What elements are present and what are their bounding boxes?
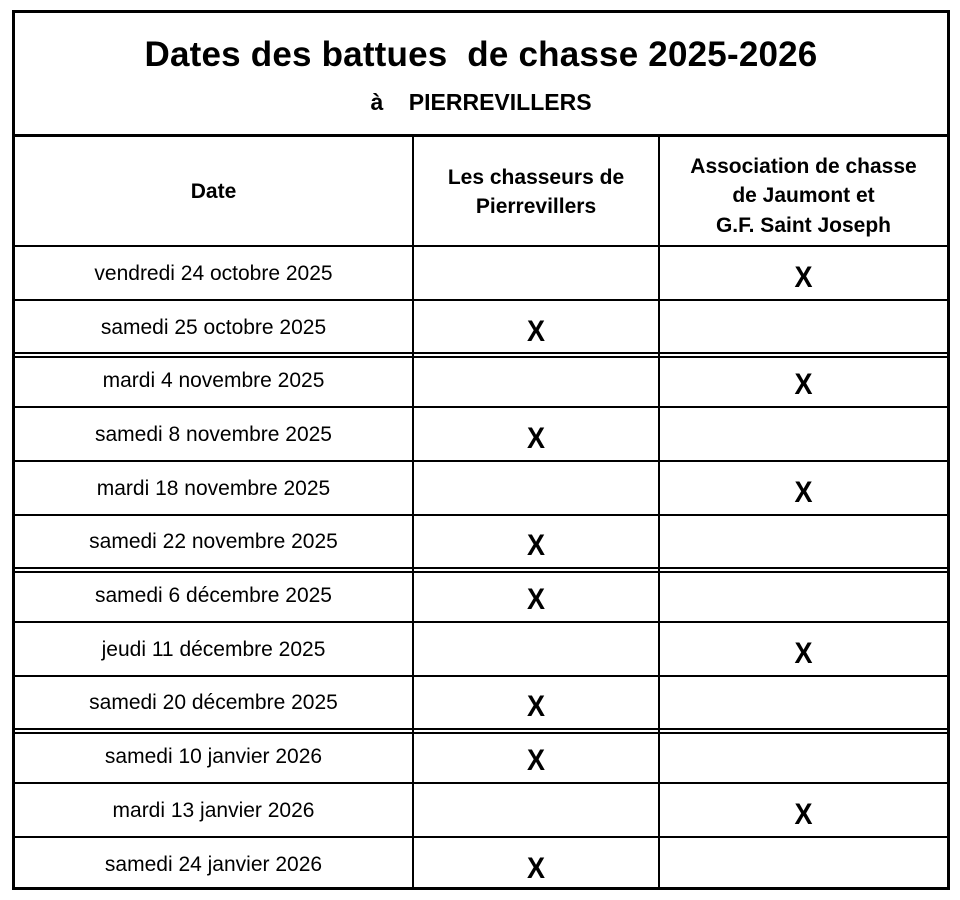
header-line: G.F. Saint Joseph	[715, 213, 892, 237]
date-cell: samedi 6 décembre 2025	[95, 584, 332, 608]
row-divider	[15, 782, 947, 784]
table-header-row	[15, 137, 947, 247]
pierrevillers-mark	[426, 784, 646, 842]
table-row	[15, 408, 947, 462]
header-pierrevillers-hunters	[414, 137, 658, 247]
jaumont-mark	[674, 408, 932, 466]
table-row	[15, 354, 947, 408]
row-divider	[15, 836, 947, 838]
month-separator	[15, 567, 947, 569]
pierrevillers-mark	[426, 354, 646, 412]
table-row	[15, 516, 947, 570]
jaumont-mark	[674, 516, 932, 574]
table-row	[15, 677, 947, 731]
table-row	[15, 784, 947, 838]
header-line: de Jaumont et	[732, 184, 875, 208]
month-separator	[15, 352, 947, 354]
header-line: Les chasseurs de	[447, 165, 625, 189]
date-cell: samedi 20 décembre 2025	[89, 691, 338, 715]
jaumont-mark: X	[794, 368, 813, 402]
table-row	[15, 838, 947, 892]
pierrevillers-mark: X	[526, 851, 545, 885]
pierrevillers-mark	[426, 623, 646, 681]
date-cell: mardi 13 janvier 2026	[112, 798, 315, 822]
row-divider	[15, 460, 947, 462]
row-divider	[15, 406, 947, 408]
document-title: Dates des battues de chasse 2025-2026	[144, 35, 818, 74]
row-divider	[15, 621, 947, 623]
date-cell: jeudi 11 décembre 2025	[101, 637, 326, 661]
jaumont-mark: X	[794, 797, 813, 831]
row-divider	[15, 675, 947, 677]
row-divider	[15, 514, 947, 516]
header-date-label: Date	[190, 180, 237, 204]
date-cell: samedi 10 janvier 2026	[104, 745, 323, 769]
jaumont-mark: X	[794, 260, 813, 294]
header-line: Association de chasse	[690, 154, 917, 178]
schedule-table	[15, 137, 947, 887]
date-cell: mardi 18 novembre 2025	[96, 476, 331, 500]
row-divider	[15, 299, 947, 301]
table-row	[15, 462, 947, 516]
table-row	[15, 623, 947, 677]
hunting-schedule-document	[12, 10, 950, 890]
table-row	[15, 730, 947, 784]
jaumont-mark	[674, 730, 932, 788]
table-row	[15, 569, 947, 623]
header-jaumont-label	[690, 152, 916, 240]
date-cell: samedi 22 novembre 2025	[89, 530, 338, 554]
jaumont-mark	[674, 838, 932, 896]
title-block	[15, 13, 947, 137]
table-row	[15, 301, 947, 355]
pierrevillers-mark: X	[526, 583, 545, 617]
pierrevillers-mark	[426, 247, 646, 305]
jaumont-mark: X	[794, 475, 813, 509]
date-cell: samedi 24 janvier 2026	[104, 852, 323, 876]
jaumont-mark	[674, 301, 932, 359]
date-cell: samedi 8 novembre 2025	[95, 422, 332, 446]
header-date	[15, 137, 412, 247]
jaumont-mark	[674, 677, 932, 735]
date-cell: mardi 4 novembre 2025	[102, 369, 325, 393]
pierrevillers-mark: X	[526, 314, 545, 348]
header-jaumont-association	[660, 137, 947, 251]
header-pierrevillers-label	[448, 163, 624, 222]
jaumont-mark	[674, 569, 932, 627]
pierrevillers-mark: X	[526, 529, 545, 563]
pierrevillers-mark: X	[526, 744, 545, 778]
date-cell: vendredi 24 octobre 2025	[94, 261, 333, 285]
header-line: Pierrevillers	[475, 195, 597, 218]
document-subtitle: à PIERREVILLERS	[370, 89, 592, 115]
pierrevillers-mark: X	[526, 421, 545, 455]
month-separator	[15, 728, 947, 730]
table-row	[15, 247, 947, 301]
pierrevillers-mark: X	[526, 690, 545, 724]
date-cell: samedi 25 octobre 2025	[100, 315, 327, 339]
pierrevillers-mark	[426, 462, 646, 520]
jaumont-mark: X	[794, 636, 813, 670]
